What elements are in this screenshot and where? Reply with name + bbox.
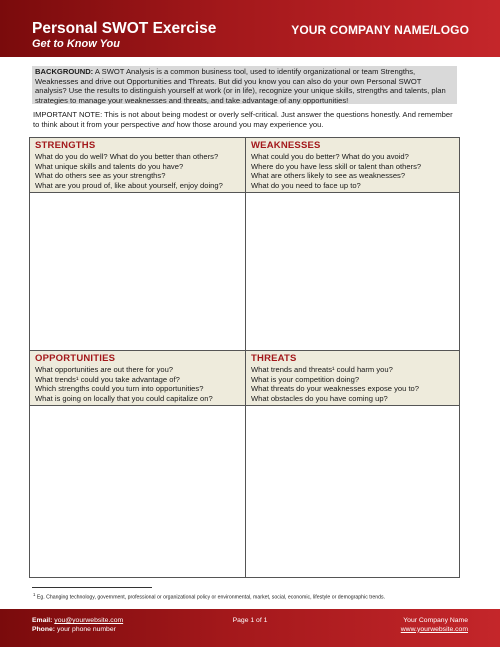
threats-question: What obstacles do you have coming up? xyxy=(251,393,388,403)
strengths-question: What unique skills and talents do you have? xyxy=(35,161,184,171)
phone-label: Phone: xyxy=(32,625,56,633)
background-label: BACKGROUND: xyxy=(35,67,94,76)
document-subtitle: Get to Know You xyxy=(32,38,120,50)
opportunities-header xyxy=(30,351,245,406)
important-note xyxy=(33,110,457,129)
email-label: Email: xyxy=(32,617,53,624)
website-link[interactable]: www.yourwebsite.com xyxy=(400,625,468,633)
opportunities-quadrant[interactable] xyxy=(30,351,245,577)
email-link[interactable]: you@yourwebsite.com xyxy=(54,617,124,624)
strengths-header xyxy=(30,138,245,193)
threats-header xyxy=(246,351,459,406)
note-emphasis: and xyxy=(161,119,175,129)
weaknesses-question: What do you need to face up to? xyxy=(251,180,361,190)
opportunities-question: Which strengths could you turn into opportunities? xyxy=(35,384,204,394)
weaknesses-quadrant[interactable] xyxy=(246,138,459,350)
threats-question: What trends and threats¹ could harm you? xyxy=(251,365,393,374)
strengths-quadrant[interactable] xyxy=(30,138,245,350)
document-title: Personal SWOT Exercise xyxy=(32,20,217,37)
background-box xyxy=(32,66,457,104)
note-text-before: IMPORTANT NOTE: This is not about being modest or overly self-critical. Just answer the questions honestly. And remember to think about it from your perspective xyxy=(33,110,453,129)
opportunities-question: What trends¹ could you take advantage of? xyxy=(35,374,180,384)
strengths-question: What do you do well? What do you better than others? xyxy=(35,152,219,161)
opportunities-question: What opportunities are out there for you? xyxy=(35,365,174,374)
strengths-question: What do others see as your strengths? xyxy=(35,171,166,181)
footnote-rule xyxy=(32,587,152,588)
strengths-title: STRENGTHS xyxy=(35,140,96,151)
header-banner xyxy=(0,0,500,57)
phone-value: your phone number xyxy=(56,625,116,633)
threats-quadrant[interactable] xyxy=(246,351,459,577)
weaknesses-title: WEAKNESSES xyxy=(251,140,321,151)
opportunities-question: What is going on locally that you could capitalize on? xyxy=(35,393,213,403)
page-number: Page 1 of 1 xyxy=(232,617,268,624)
footer-banner xyxy=(0,609,500,647)
swot-grid xyxy=(29,137,460,578)
company-logo-placeholder: YOUR COMPANY NAME/LOGO xyxy=(291,23,469,37)
threats-question: What is your competition doing? xyxy=(251,374,360,384)
company-name: Your Company Name xyxy=(403,617,468,624)
footnote xyxy=(33,592,385,601)
footnote-marker: 1 xyxy=(33,592,36,597)
threats-question: What threats do your weaknesses expose you to? xyxy=(251,384,420,394)
threats-title: THREATS xyxy=(251,353,297,364)
footer-company xyxy=(401,617,468,634)
opportunities-title: OPPORTUNITIES xyxy=(35,353,116,364)
weaknesses-question: What are others likely to see as weaknesses? xyxy=(251,171,406,181)
weaknesses-question: Where do you have less skill or talent than others? xyxy=(251,161,422,171)
weaknesses-header xyxy=(246,138,459,193)
footnote-text: Eg. Changing technology, government, professional or organizational policy or environmental, market, social, economic, lifestyle or demographic trends. xyxy=(35,594,386,601)
note-text-after: how those around you may experience you. xyxy=(174,119,324,129)
weaknesses-question: What could you do better? What do you avoid? xyxy=(251,152,409,161)
background-text: A SWOT Analysis is a common business tool, used to identify organizational or team Strengths, Weaknesses and drive out Opportunities and Threats. But did you know you can also do your own Personal SWOT analysis? Use the results to distinguish yourself at work (or in life), recognize your unique skills, strengths and talents, plan strategies to manage your weaknesses and threats, and take advantage of any opportunities! xyxy=(35,67,446,105)
strengths-question: What are you proud of, like about yourself, enjoy doing? xyxy=(35,180,223,190)
